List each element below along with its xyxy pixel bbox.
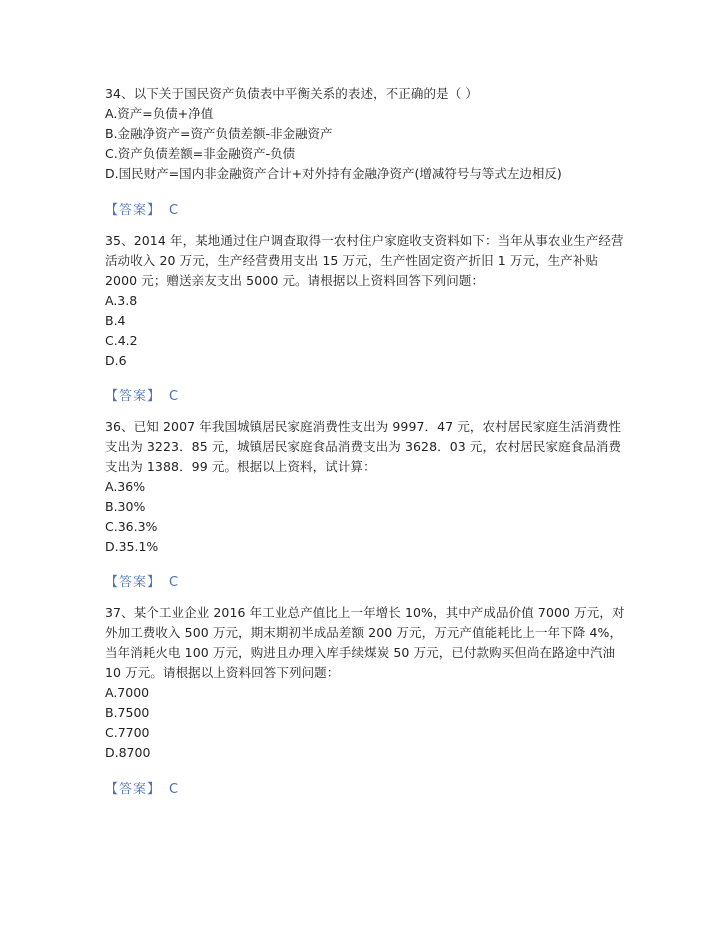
answer-label: 【答案】 — [105, 575, 162, 590]
question-stem: 34、以下关于国民资产负债表中平衡关系的表述，不正确的是（ ） — [105, 86, 478, 101]
option-a: A.3.8 — [105, 293, 138, 308]
answer-36 — [105, 571, 179, 590]
option-a: A.7000 — [105, 685, 150, 700]
option-d: D.35.1% — [105, 539, 159, 554]
option-c: C.7700 — [105, 725, 150, 740]
option-b: B.30% — [105, 499, 146, 514]
option-b: B.金融净资产=资产负债差额-非金融资产 — [105, 126, 333, 141]
option-d: D.国民财产=国内非金融资产合计+对外持有金融净资产(增减符号与等式左边相反) — [105, 166, 562, 181]
question-35 — [105, 231, 625, 371]
option-a: A.36% — [105, 479, 146, 494]
option-d: D.8700 — [105, 745, 151, 760]
option-a: A.资产=负债+净值 — [105, 106, 214, 121]
answer-label: 【答案】 — [105, 782, 162, 797]
answer-value: C — [169, 389, 180, 404]
option-b: B.7500 — [105, 705, 150, 720]
question-stem: 35、2014 年，某地通过住户调查取得一农村住户家庭收支资料如下：当年从事农业生产经营活动收入 20 万元，生产经营费用支出 15 万元，生产性固定资产折旧 1 万元，生产补贴 2000 元；赠送亲友支出 5000 元。请根据以上资料回答下列问题： — [105, 233, 624, 288]
answer-34 — [105, 199, 179, 218]
question-stem: 37、某个工业企业 2016 年工业总产值比上一年增长 10%，其中产成品价值 7000 万元，对外加工费收入 500 万元，期末期初半成品差额 200 万元，万元产值能耗比上一年下降 4%，当年消耗火电 100 万元，购进且办理入库手续煤炭 50 万元，已付款购买但尚在路途中汽油 10 万元。请根据以上资料回答下列问题： — [105, 605, 625, 680]
question-34 — [105, 84, 625, 184]
answer-37 — [105, 778, 179, 797]
question-stem: 36、已知 2007 年我国城镇居民家庭消费性支出为 9997．47 元，农村居民家庭生活消费性支出为 3223．85 元，城镇居民家庭食品消费支出为 3628．03 元，农村居民家庭食品消费支出为 1388．99 元。根据以上资料，试计算： — [105, 419, 622, 474]
option-c: C.4.2 — [105, 333, 138, 348]
option-c: C.36.3% — [105, 519, 158, 534]
option-c: C.资产负债差额=非金融资产-负债 — [105, 146, 296, 161]
answer-value: C — [169, 203, 180, 218]
option-b: B.4 — [105, 313, 126, 328]
option-d: D.6 — [105, 353, 127, 368]
question-37 — [105, 603, 625, 763]
answer-value: C — [169, 575, 180, 590]
answer-35 — [105, 385, 179, 404]
question-36 — [105, 417, 625, 557]
answer-value: C — [169, 782, 180, 797]
answer-label: 【答案】 — [105, 389, 162, 404]
answer-label: 【答案】 — [105, 203, 162, 218]
